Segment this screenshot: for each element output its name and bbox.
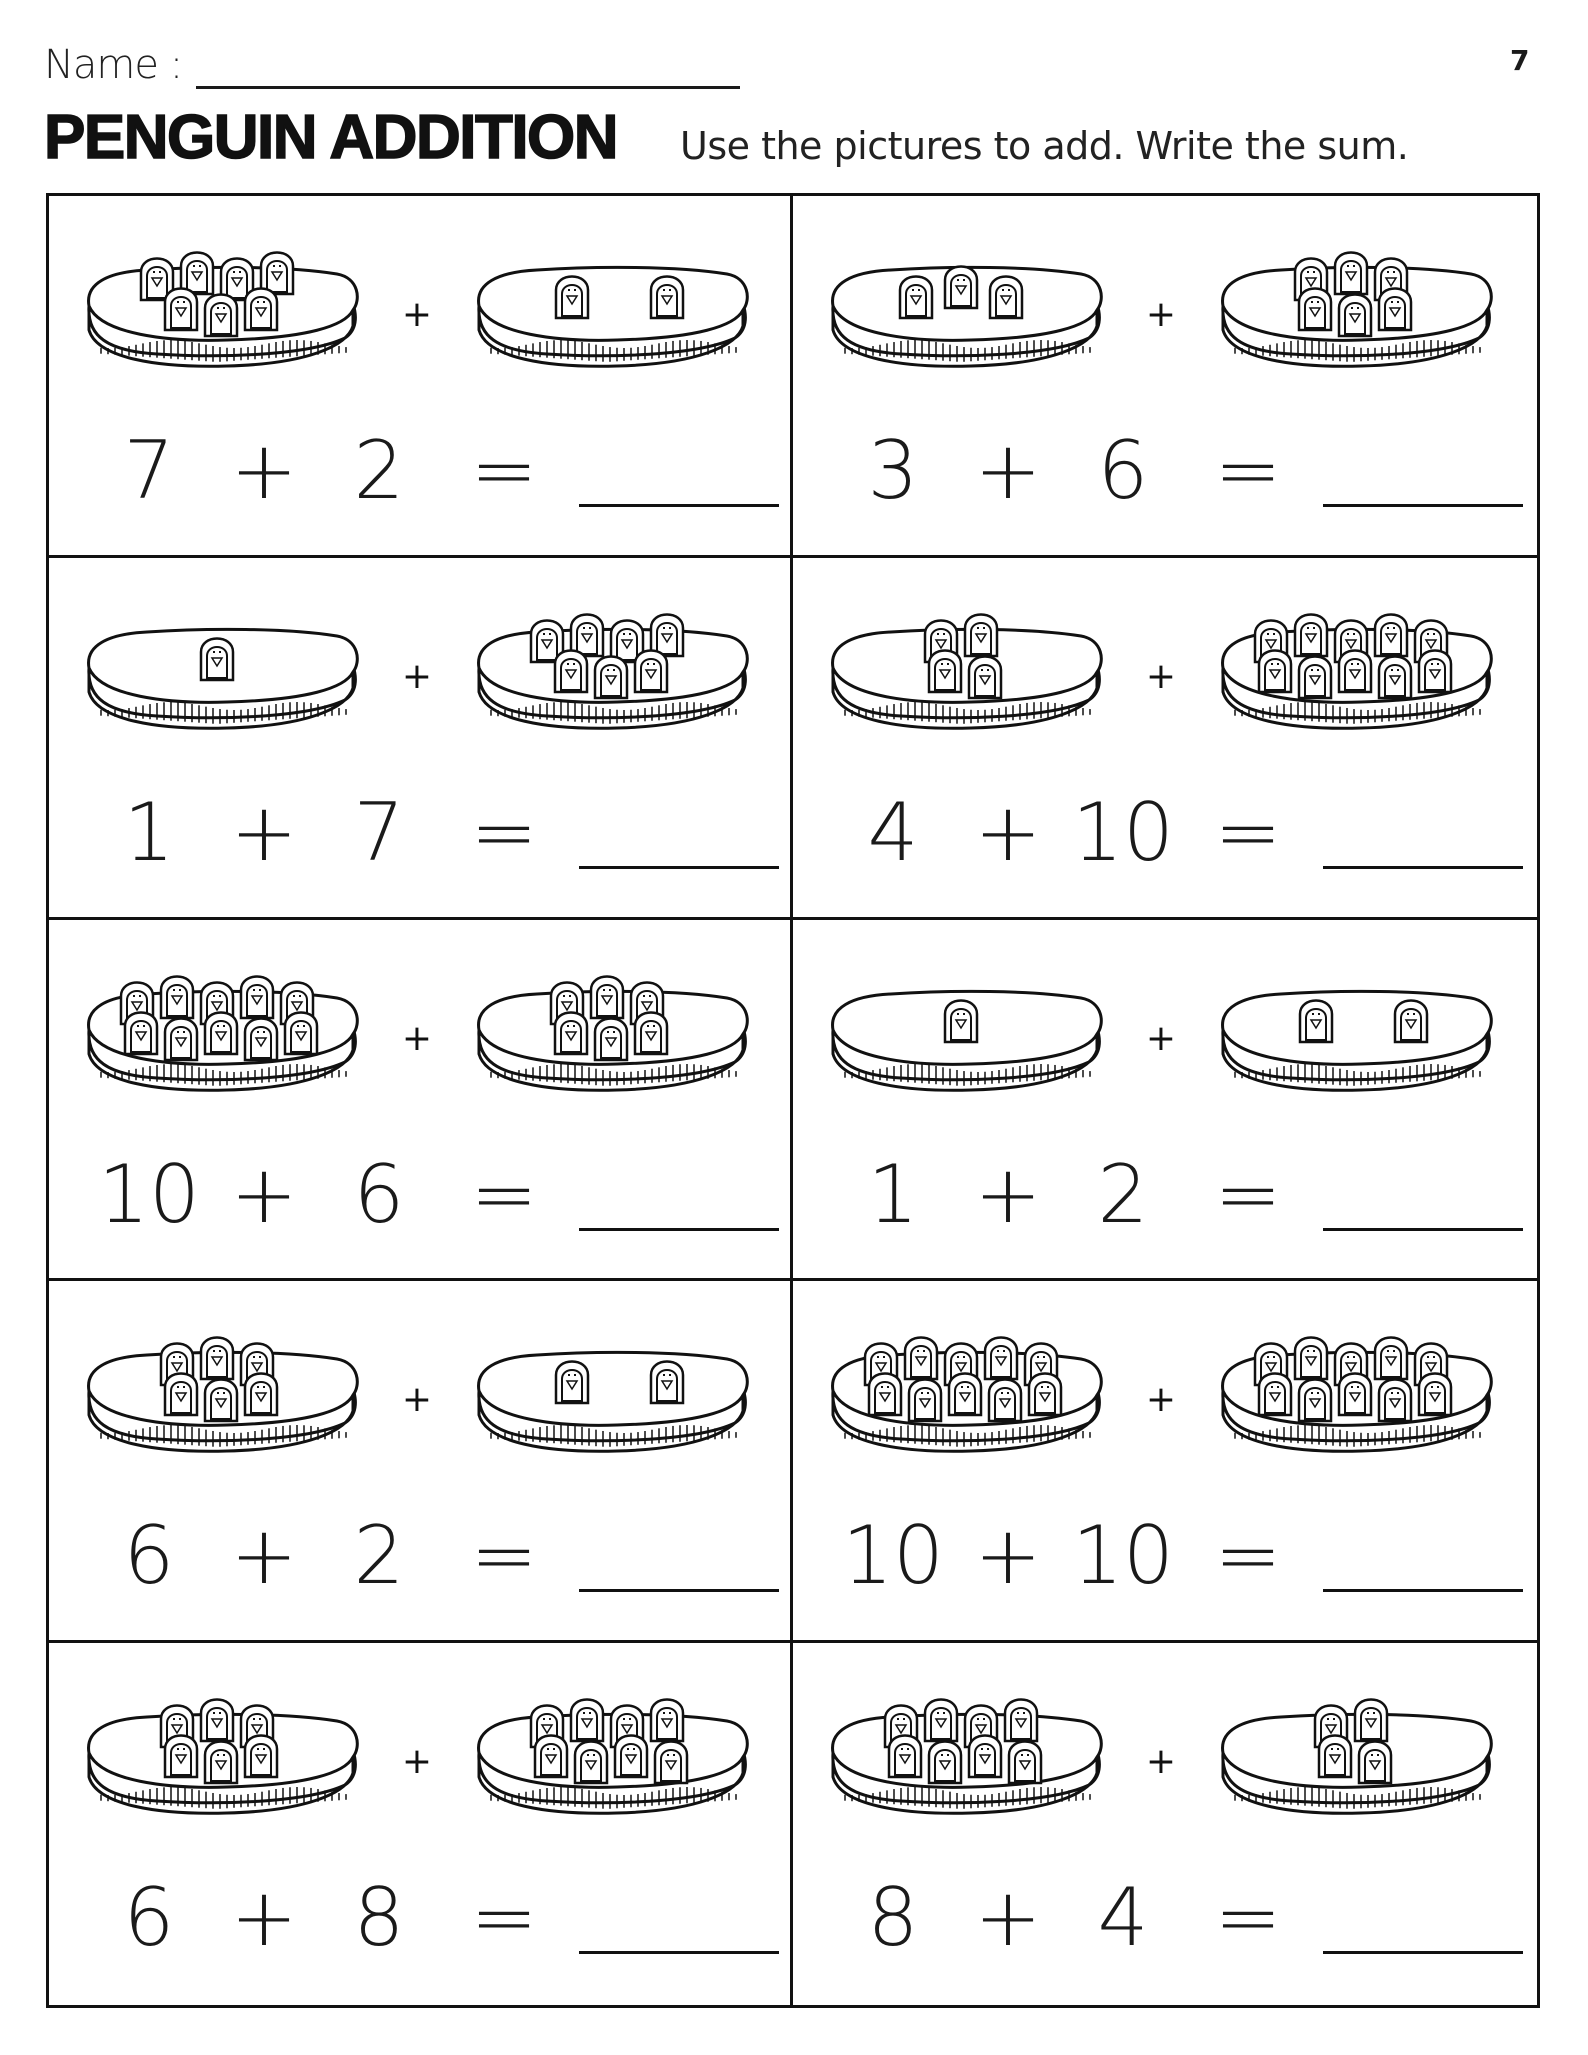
penguin-picture-group xyxy=(67,1311,767,1471)
equation xyxy=(833,1140,1523,1250)
equals-sign: = xyxy=(1214,1509,1282,1603)
problem-9 xyxy=(49,1643,793,2005)
picture-plus-sign: + xyxy=(401,294,433,335)
equals-sign: = xyxy=(1214,1871,1282,1965)
first-addend: 10 xyxy=(98,1147,200,1241)
name-write-line[interactable] xyxy=(196,86,740,89)
worksheet-header xyxy=(0,0,1588,190)
problem-3 xyxy=(49,558,793,920)
ice-floe-right-icon xyxy=(479,1353,748,1452)
answer-blank[interactable] xyxy=(579,1228,779,1231)
answer-blank[interactable] xyxy=(1323,1589,1523,1592)
ice-floe-left-icon xyxy=(89,1700,358,1814)
ice-floe-right-icon xyxy=(1223,1700,1492,1814)
first-addend: 6 xyxy=(123,1871,175,1965)
answer-blank[interactable] xyxy=(1323,1228,1523,1231)
answer-blank[interactable] xyxy=(579,1951,779,1954)
penguin-picture-group xyxy=(811,1311,1511,1471)
second-addend: 2 xyxy=(353,424,405,517)
ice-floe-right-icon xyxy=(479,267,748,366)
problem-7 xyxy=(49,1281,793,1643)
first-addend: 4 xyxy=(867,785,919,879)
ice-floe-right-icon xyxy=(1223,1338,1492,1452)
answer-blank[interactable] xyxy=(1323,1951,1523,1954)
plus-sign: + xyxy=(974,1147,1042,1241)
picture-plus-sign: + xyxy=(1145,1379,1177,1421)
problem-grid xyxy=(46,193,1540,2008)
penguin-picture-group xyxy=(67,588,767,748)
second-addend: 8 xyxy=(353,1871,405,1965)
ice-floe-right-icon xyxy=(479,976,748,1090)
second-addend: 6 xyxy=(1097,424,1149,517)
ice-floe-right-icon xyxy=(1223,614,1492,728)
equals-sign: = xyxy=(470,424,538,517)
ice-floe-right-icon xyxy=(479,614,748,728)
penguin-picture-group xyxy=(811,1673,1511,1833)
plus-sign: + xyxy=(230,1509,298,1603)
answer-blank[interactable] xyxy=(579,504,779,507)
problem-4 xyxy=(793,558,1537,920)
plus-sign: + xyxy=(974,785,1042,879)
plus-sign: + xyxy=(230,1871,298,1965)
equation xyxy=(89,778,779,888)
equals-sign: = xyxy=(470,785,538,879)
second-addend: 6 xyxy=(353,1147,405,1241)
ice-floe-left-icon xyxy=(89,1338,358,1452)
penguin-picture-group xyxy=(811,226,1511,386)
plus-sign: + xyxy=(230,785,298,879)
answer-blank[interactable] xyxy=(1323,504,1523,507)
problem-6 xyxy=(793,920,1537,1282)
equals-sign: = xyxy=(1214,424,1282,517)
penguin-picture-group xyxy=(811,950,1511,1110)
penguin-picture-group xyxy=(67,950,767,1110)
ice-floe-right-icon xyxy=(1223,991,1492,1090)
second-addend: 2 xyxy=(1097,1147,1149,1241)
penguin-picture-group xyxy=(67,1673,767,1833)
ice-floe-right-icon xyxy=(1223,253,1492,367)
answer-blank[interactable] xyxy=(579,1589,779,1592)
second-addend: 10 xyxy=(1072,1509,1174,1603)
equation xyxy=(89,1863,779,1973)
second-addend: 4 xyxy=(1097,1871,1149,1965)
ice-floe-left-icon xyxy=(833,991,1102,1090)
picture-plus-sign: + xyxy=(401,1741,433,1783)
first-addend: 1 xyxy=(867,1147,919,1241)
first-addend: 3 xyxy=(867,424,919,517)
equation xyxy=(833,1863,1523,1973)
first-addend: 10 xyxy=(842,1509,944,1603)
worksheet-title: PENGUIN ADDITION xyxy=(44,103,618,172)
problem-2 xyxy=(793,196,1537,558)
instructions-text: Use the pictures to add. Write the sum. xyxy=(680,124,1409,168)
equation xyxy=(833,778,1523,888)
equals-sign: = xyxy=(470,1509,538,1603)
picture-plus-sign: + xyxy=(401,1017,433,1059)
plus-sign: + xyxy=(974,424,1042,517)
ice-floe-left-icon xyxy=(833,1700,1102,1814)
picture-plus-sign: + xyxy=(401,1379,433,1421)
answer-blank[interactable] xyxy=(1323,866,1523,869)
ice-floe-left-icon xyxy=(833,614,1102,728)
plus-sign: + xyxy=(230,424,298,517)
equation xyxy=(89,1140,779,1250)
equals-sign: = xyxy=(470,1871,538,1965)
plus-sign: + xyxy=(974,1871,1042,1965)
answer-blank[interactable] xyxy=(579,866,779,869)
ice-floe-left-icon xyxy=(89,629,358,728)
page-number: 7 xyxy=(1510,44,1530,77)
picture-plus-sign: + xyxy=(1145,1741,1177,1783)
ice-floe-left-icon xyxy=(833,267,1102,367)
plus-sign: + xyxy=(974,1509,1042,1603)
equation xyxy=(89,416,779,526)
equation xyxy=(833,1501,1523,1611)
problem-10 xyxy=(793,1643,1537,2005)
picture-plus-sign: + xyxy=(1145,655,1177,697)
picture-plus-sign: + xyxy=(1145,1017,1177,1059)
penguin-picture-group xyxy=(811,588,1511,748)
ice-floe-left-icon xyxy=(833,1338,1102,1452)
penguin-picture-group xyxy=(67,226,767,386)
problem-5 xyxy=(49,920,793,1282)
first-addend: 1 xyxy=(123,785,175,879)
first-addend: 8 xyxy=(867,1871,919,1965)
ice-floe-left-icon xyxy=(89,976,358,1090)
second-addend: 2 xyxy=(353,1509,405,1603)
equals-sign: = xyxy=(1214,785,1282,879)
second-addend: 7 xyxy=(353,785,405,879)
equation xyxy=(89,1501,779,1611)
equals-sign: = xyxy=(470,1147,538,1241)
name-label: Name : xyxy=(44,42,183,88)
second-addend: 10 xyxy=(1072,785,1174,879)
equals-sign: = xyxy=(1214,1147,1282,1241)
first-addend: 6 xyxy=(123,1509,175,1603)
problem-8 xyxy=(793,1281,1537,1643)
ice-floe-left-icon xyxy=(89,253,358,367)
equation xyxy=(833,416,1523,526)
first-addend: 7 xyxy=(123,424,175,517)
plus-sign: + xyxy=(230,1147,298,1241)
picture-plus-sign: + xyxy=(1145,294,1177,335)
problem-1 xyxy=(49,196,793,558)
picture-plus-sign: + xyxy=(401,655,433,697)
ice-floe-right-icon xyxy=(479,1700,748,1814)
